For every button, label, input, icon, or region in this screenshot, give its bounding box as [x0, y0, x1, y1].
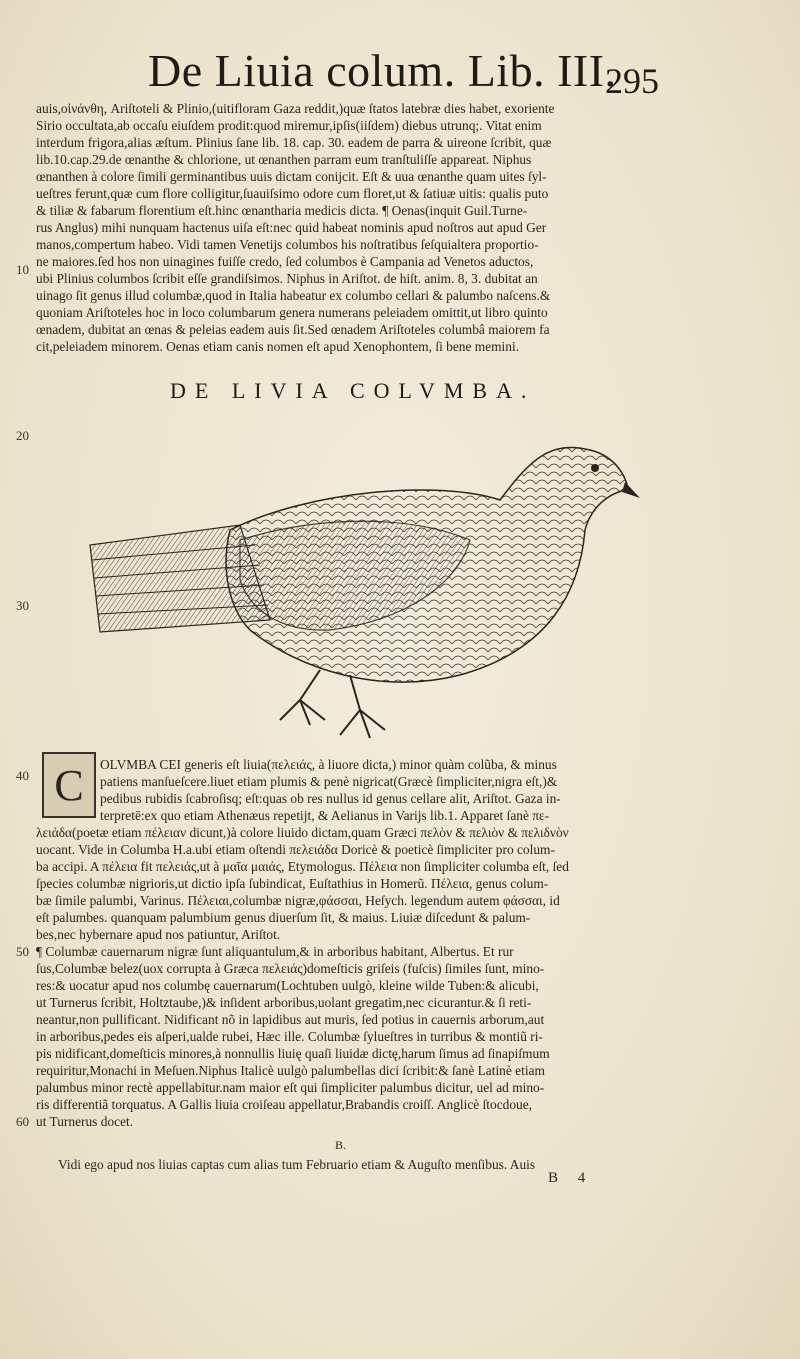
- text-line: ut Turnerus docet.: [36, 1114, 134, 1129]
- text-line: pedibus rubidis ſcabroſisq; eſt:quas ob res nullus id genus cellare alit, Ariſtot. Gaza in-: [100, 791, 561, 806]
- text-line: cit,peleiadem minorem. Oenas etiam canis nomen eſt apud Xenophontem, ſi bene memini.: [36, 339, 520, 354]
- text-block-livia-opening: [100, 756, 672, 824]
- text-line: palumbus minor rectè appellabitur.nam maior eſt qui ſimpliciter palumbus dicitur, uel ad mino-: [36, 1080, 545, 1095]
- margin-line-number: 60: [16, 1114, 29, 1129]
- dove-woodcut-icon: [80, 420, 640, 750]
- text-line: ba accipi. A πέλεια fit πελειάς,ut à μαῖα μαιάς, Etymologus. Πέλεια non ſimpliciter columba eſt, ſed: [36, 859, 569, 874]
- text-line: bes,nec hybernare apud nos patiuntur, Ariſtot.: [36, 927, 281, 942]
- text-line: terpretē:ex quo etiam Athenæus repetijt, & Aelianus in Varijs lib.1. Apparet ſanè πε-: [100, 808, 550, 823]
- text-line: rus Anglus) mihi nunquam hactenus uiſa eſt:nec quid habeat nominis apud noſtros aut apud Ger: [36, 220, 547, 235]
- text-line: ubi Plinius columbos ſcribit eſſe grandiſsimos. Niphus in Ariſtot. de hiſt. anim. 8, 3. dubitat an: [36, 271, 538, 286]
- text-line: lib.10.cap.29.de œnanthe & chlorione, ut œnanthen parram eum tranſtuliſſe appareat. Niphus: [36, 152, 532, 167]
- text-line: ¶ Columbæ cauernarum nigræ ſunt aliquantulum,& in arboribus habitant, Albertus. Et rur: [36, 944, 514, 959]
- running-head: De Liuia colum. Lib. III.: [148, 45, 617, 96]
- page-header: [0, 40, 800, 100]
- margin-line-number: 20: [16, 428, 29, 443]
- text-line: in arboribus,pedes eis aſperi,ualde rubei, Hæc ille. Columbæ ſylueſtres in turribus & montiũ ri-: [36, 1029, 543, 1044]
- decorated-initial: [42, 752, 96, 818]
- page-number: 295: [605, 61, 659, 101]
- text-line: quoniam Ariſtoteles hoc in loco columbarum genera numerans peleiadem omittit,ut libro quinto: [36, 305, 548, 320]
- text-line: eſt palumbes. quanquam palumbium genus diuerſum ſit, & maius. Liuiæ diſcedunt & palum-: [36, 910, 531, 925]
- text-line: manos,compertum habeo. Vidi tamen Venetijs columbos his noſtratibus ſeſquialtera proportio-: [36, 237, 539, 252]
- text-line: uinago ſit genus illud columbæ,quod in Italia habeatur ex columbo cellari & palumbo naſcens.&: [36, 288, 551, 303]
- text-line: auis,οἰνάνθη, Ariſtoteli & Plinio,(uitifloram Gaza reddit,)quæ ſtatos latebræ dies habet, exoriente: [36, 101, 555, 116]
- text-line: ut Turnerus ſcribit, Holtztaube,)& inſident arboribus,uolant gregatim,nec cicurantur.& ſi reti-: [36, 995, 532, 1010]
- text-line: patiens manſueſcere.liuet etiam plumis & penè nigricat(Græcè ſimpliciter,nigra eſt,)&: [100, 774, 558, 789]
- text-line: OLVMBA CEI generis eſt liuia(πελειάς, à liuore dicta,) minor quàm colũba, & minus: [100, 757, 557, 772]
- catchword: B 4: [548, 1170, 594, 1186]
- text-block-livia-body: [36, 824, 672, 1130]
- margin-line-number: 10: [16, 262, 29, 277]
- text-line: neantur,non pullificant. Nidificant nõ in lapidibus aut muris, ſed potius in cauernis arborum,aut: [36, 1012, 545, 1027]
- text-line: & tiliæ & fabarum florentium eſt.hinc œnantharia medicis dicta. ¶ Oenas(inquit Guil.Turne-: [36, 203, 528, 218]
- text-block-oenas: [36, 100, 672, 355]
- text-line: œnadem, dubitat an œnas & peleias eadem auis ſit.Sed œnadem Ariſtoteles columbâ maiorem fa: [36, 322, 550, 337]
- text-line: uocant. Vide in Columba H.a.ubi etiam oſtendi πελειάδα Doricè & poeticè ſimpliciter pro colum-: [36, 842, 555, 857]
- signature-mark: B.: [335, 1138, 347, 1152]
- text-line: ris differentiã torquatus. A Gallis liuia croiſeau appellatur,Brabandis croiſſ. Anglicè ſtocdoue,: [36, 1097, 533, 1112]
- section-title: DE LIVIA COLVMBA.: [170, 378, 536, 403]
- closing-line: Vidi ego apud nos liuias captas cum alias tum Februario etiam & Auguſto menſibus. Auis: [58, 1157, 536, 1172]
- text-line: pis nidificant,domeſticis minores,à nonnullis liuię quaſi liuidæ dictę,harum ſimus ad ſinapiſmum: [36, 1046, 550, 1061]
- text-line: ueſtres ferunt,quæ cum flore colligitur,ſuauiſsimo odore cum floret,ut & ſatiuæ uitis: qualis puto: [36, 186, 549, 201]
- text-line: bæ ſimile palumbi, Varinus. Πέλειαι,columbæ nigræ,φάσσαι, Heſych. legendum autem φάσσαι, id: [36, 893, 560, 908]
- initial-letter: C: [54, 760, 84, 810]
- text-line: ne maiores.ſed hos non uinagines fuiſſe credo, ſed columbos è Campania ad Venetos aductos,: [36, 254, 534, 269]
- margin-line-number: 50: [16, 944, 29, 959]
- text-line: requiritur,Monachi in Meſuen.Niphus Italicè uulgò palumbellas dici ſcribit:& ſanè Latinè etiam: [36, 1063, 545, 1078]
- margin-line-number: 30: [16, 598, 29, 613]
- text-line: Sirio occultata,ab occaſu eiuſdem prodit:quod miremur,ipſis(iiſdem) diebus utrunq;. Vitat enim: [36, 118, 542, 133]
- text-line: œnanthen à colore ſimili germinantibus uuis dictam conijcit. Eſt & uua œnanthe quam uites ſyl-: [36, 169, 547, 184]
- text-line: ſus,Columbæ belez(uox corrupta à Græca πελειάς)domeſticis griſeis (fuſcis) ſimiles ſunt, mino-: [36, 961, 545, 976]
- text-line: interdum frigora,alias æſtum. Plinius ſane lib. 18. cap. 30. eadem de parra & uireone ſcribit, quæ: [36, 135, 552, 150]
- text-line: ſpecies columbæ nigrioris,ut dictio ipſa ſubindicat, Euſtathius in Homerũ. Πέλεια, genus colum-: [36, 876, 549, 891]
- margin-line-number: 40: [16, 768, 29, 783]
- text-line: res:& uocatur apud nos columbę cauernarum(Lochtuben uulgò, kleine wilde Tuben:& alicubi,: [36, 978, 539, 993]
- bird-eye-icon: [591, 464, 599, 472]
- bird-woodcut-illustration: [80, 420, 640, 750]
- text-line: λειάδα(poetæ etiam πέλειαν dicunt,)à colore liuido dictam,quam Græci πελὸν & πελιὸν & πελιδνὸν: [36, 825, 569, 840]
